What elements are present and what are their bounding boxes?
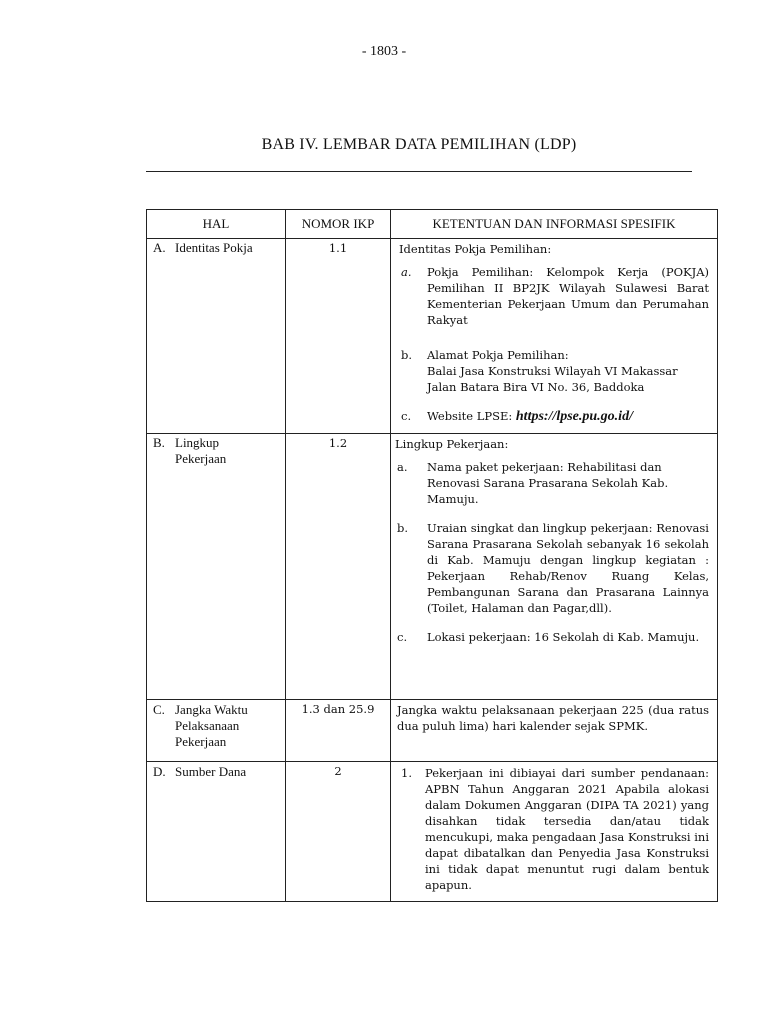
ldp-table <box>146 209 718 902</box>
item-text: Lokasi pekerjaan: 16 Sekolah di Kab. Mamuju. <box>427 630 700 644</box>
item-text: Jalan Batara Bira VI No. 36, Baddoka <box>427 380 645 394</box>
list-item <box>395 629 709 645</box>
header-hal: HAL <box>147 210 286 239</box>
item-text: Nama paket pekerjaan: Rehabilitasi dan Renovasi Sarana Prasarana Sekolah Kab. Mamuju. <box>427 460 669 506</box>
title-underline <box>146 171 692 172</box>
ketentuan-cell <box>391 762 718 902</box>
document-title: BAB IV. LEMBAR DATA PEMILIHAN (LDP) <box>261 136 577 153</box>
page-number: - 1803 - <box>361 44 407 59</box>
item-text: Balai Jasa Konstruksi Wilayah VI Makassar <box>427 364 678 378</box>
table-row-jangka-waktu <box>147 700 718 762</box>
row-label: Lingkup <box>175 435 220 450</box>
item-text: Uraian singkat dan lingkup pekerjaan: Renovasi Sarana Prasarana Sekolah sebanyak 16 sekolah di Kab. Mamuju dengan lingkup kegiatan : Pekerjaan Rehab/Renov Ruang Kelas, Pembangunan Sarana dan Prasarana Lainnya (Toilet, Halaman dan Pagar,dll). <box>427 521 709 615</box>
hal-cell <box>147 434 286 700</box>
nomor-ikp-cell <box>286 434 391 700</box>
hal-cell <box>147 239 286 434</box>
list-item <box>399 347 709 395</box>
item-text: Jangka waktu pelaksanaan pekerjaan 225 (dua ratus dua puluh lima) hari kalender sejak SPMK. <box>397 703 709 733</box>
item-letter: b. <box>397 521 409 535</box>
item-letter: c. <box>397 630 408 644</box>
ketentuan-cell <box>391 700 718 762</box>
item-text: Alamat Pokja Pemilihan: <box>427 348 569 362</box>
item-letter: 1. <box>401 766 412 780</box>
item-text: Pokja Pemilihan: Kelompok Kerja (POKJA) Pemilihan II BP2JK Wilayah Sulawesi Barat Kementerian Pekerjaan Umum dan Perumahan Rakyat <box>427 265 709 327</box>
row-label: Pekerjaan <box>175 734 227 749</box>
table-header-row <box>147 210 718 239</box>
row-letter: D. <box>153 764 166 779</box>
list-item <box>399 264 709 328</box>
row-label: Pekerjaan <box>175 451 227 466</box>
row-letter: C. <box>153 702 165 717</box>
section-intro: Lingkup Pekerjaan: <box>395 437 509 451</box>
list-item <box>395 459 709 507</box>
row-label: Identitas Pokja <box>175 240 253 255</box>
list-item <box>395 520 709 616</box>
list-item <box>399 408 709 425</box>
section-intro: Identitas Pokja Pemilihan: <box>399 242 552 256</box>
table-row-identitas-pokja <box>147 239 718 434</box>
item-letter: c. <box>401 409 412 423</box>
item-letter: b. <box>401 348 413 362</box>
row-label: Jangka Waktu <box>175 702 248 717</box>
table-row-sumber-dana <box>147 762 718 902</box>
hal-cell <box>147 700 286 762</box>
nomor-ikp-value: 1.1 <box>328 241 348 255</box>
row-label: Pelaksanaan <box>175 718 240 733</box>
item-letter: a. <box>401 265 412 279</box>
nomor-ikp-cell <box>286 762 391 902</box>
list-item <box>399 765 709 893</box>
row-letter: A. <box>153 240 166 255</box>
ketentuan-cell <box>391 239 718 434</box>
nomor-ikp-value: 1.3 dan 25.9 <box>301 702 375 716</box>
row-letter: B. <box>153 435 165 450</box>
website-label: Website LPSE: <box>427 409 516 423</box>
nomor-ikp-value: 1.2 <box>328 436 348 450</box>
header-nomor-ikp: NOMOR IKP <box>286 210 391 239</box>
item-text: Pekerjaan ini dibiayai dari sumber pendanaan: APBN Tahun Anggaran 2021 Apabila alokasi dalam Dokumen Anggaran (DIPA TA 2021) yang disahkan tidak tersedia dan/atau tidak mencukupi, maka pengadaan Jasa Konstruksi ini dapat dibatalkan dan Penyedia Jasa Konstruksi ini tidak dapat menuntut rugi dalam bentuk apapun. <box>425 766 709 892</box>
lpse-website-link[interactable]: https://lpse.pu.go.id/ <box>515 409 633 424</box>
item-letter: a. <box>397 460 408 474</box>
ketentuan-cell <box>391 434 718 700</box>
header-ketentuan: KETENTUAN DAN INFORMASI SPESIFIK <box>391 210 718 239</box>
table-row-lingkup-pekerjaan <box>147 434 718 700</box>
hal-cell <box>147 762 286 902</box>
row-label: Sumber Dana <box>175 764 247 779</box>
nomor-ikp-cell <box>286 239 391 434</box>
nomor-ikp-cell <box>286 700 391 762</box>
nomor-ikp-value: 2 <box>334 764 342 778</box>
